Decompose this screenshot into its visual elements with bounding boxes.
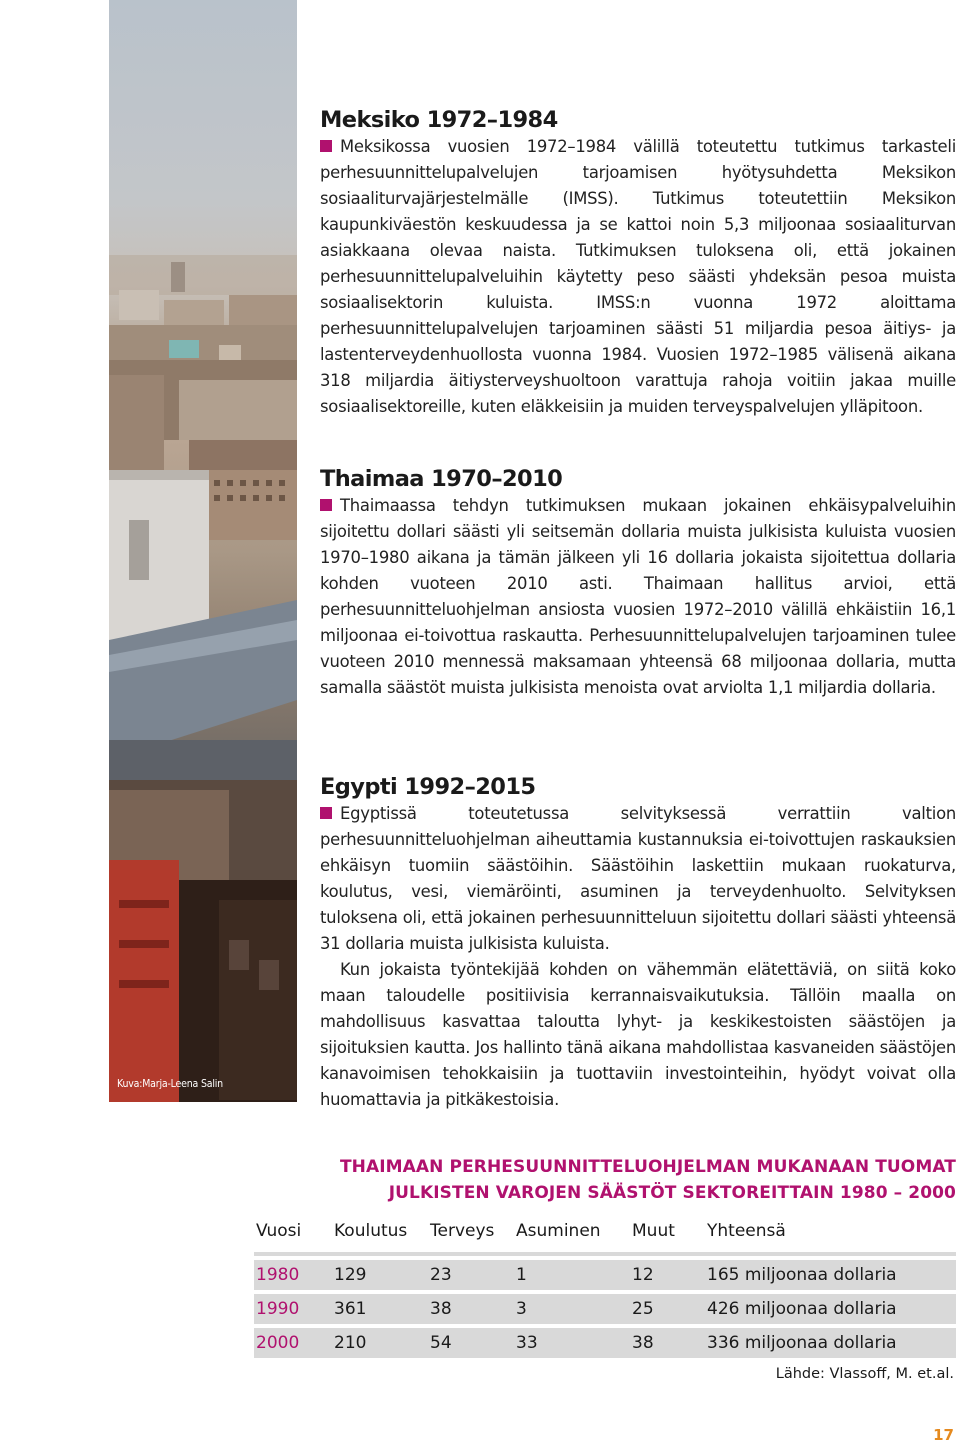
section-title-mexico: Meksiko 1972–1984 (320, 107, 558, 133)
cell-other: 25 (632, 1292, 707, 1326)
paragraph-egypt-2: Kun jokaista työntekijää kohden on vähemmän elätettäviä, on siitä koko maan taloudelle positiivisia kerrannaisvaikutuksia. Tällöin maalla on mahdollisuus kasvattaa taloutta lyhyt- ja keskikestoisten säästöjen ja sijoituksien kautta. Jos hallinto tänä aikana mahdollistaa kasvaneiden säästöjen kanavoimisen tehokkaisiin ja tuottaviin investointeihin, hyödyt voivat olla huomattavia ja pitkäkestoisia. (320, 960, 956, 1109)
cell-other: 12 (632, 1258, 707, 1292)
table-header-band (254, 1250, 956, 1258)
cell-education: 210 (334, 1326, 430, 1360)
table-source: Lähde: Vlassoff, M. et.al. (775, 1366, 954, 1382)
cell-total-unit: miljoonaa dollaria (744, 1299, 897, 1319)
bullet-square-icon (320, 140, 332, 152)
cell-other: 38 (632, 1326, 707, 1360)
paragraph-mexico-text: Meksikossa vuosien 1972–1984 välillä toteutettu tutkimus tarkasteli perhesuunnittelupalvelujen tarjoamisen hyötysuhdetta Meksikon sosiaaliturvajärjestelmälle (IMSS). Tutkimus toteutettiin Meksikon kaupunkiväestön keskuudessa ja se kattoi noin 5,3 miljoonaa sosiaaliturvan asiakkaana olevaa naista. Tutkimuksen tuloksena oli, että jokainen perhesuunnittelupalveluihin käytetty peso säästi yhdeksän pesoa muista sosiaalisektorin kuluista. IMSS:n vuonna 1972 aloittama perhesuunnittelupalvelujen tarjoaminen säästi 51 miljardia pesoa äitiys- ja lastenterveydenhuollosta vuonna 1984. Vuosien 1972–1985 välisenä aikana 318 miljardia äitiysterveyshuoltoon varattuja rahoja voitiin jakaa muille sosiaalisektoreille, kuten eläkkeisiin ja muiden terveyspalvelujen ylläpitoon. (320, 137, 956, 416)
header-health: Terveys (430, 1214, 516, 1250)
paragraph-mexico (320, 134, 956, 420)
cell-year: 1990 (254, 1292, 334, 1326)
section-title-egypt: Egypti 1992–2015 (320, 774, 536, 800)
cell-housing: 33 (516, 1326, 632, 1360)
table-title-line-2: JULKISTEN VAROJEN SÄÄSTÖT SEKTOREITTAIN 1980 – 2000 (388, 1183, 956, 1203)
cell-total (707, 1326, 956, 1360)
header-year: Vuosi (254, 1214, 334, 1250)
cell-health: 23 (430, 1258, 516, 1292)
bullet-square-icon (320, 807, 332, 819)
section-egypt (320, 773, 956, 1113)
table-row (254, 1292, 956, 1326)
city-rooftops-photo (109, 0, 297, 1102)
paragraph-egypt-1-text: Egyptissä toteutetussa selvityksessä verrattiin valtion perhesuunnitteluohjelman aiheuttamia kustannuksia ei-toivottujen raskauksien ehkäisyn tuomiin säästöihin. Säästöihin laskettiin mukaan ruokaturva, koulutus, vesi, viemäröinti, asuminen ja terveydenhuolto. Selvityksen tuloksena oli, että jokainen perhesuunnitteluun sijoitettu dollari säästi yhteensä 31 dollaria muista julkisista kuluista. (320, 804, 956, 953)
cell-year: 2000 (254, 1326, 334, 1360)
savings-table (254, 1214, 956, 1362)
section-title-thailand: Thaimaa 1970–2010 (320, 466, 563, 492)
table-title (340, 1154, 956, 1206)
paragraph-egypt-1 (320, 801, 956, 957)
cell-education: 361 (334, 1292, 430, 1326)
table-row (254, 1258, 956, 1292)
header-housing: Asuminen (516, 1214, 632, 1250)
cell-total-unit: miljoonaa dollaria (744, 1333, 897, 1353)
paragraph-thailand-text: Thaimaassa tehdyn tutkimuksen mukaan jokainen ehkäisypalveluihin sijoitettu dollari säästi yli seitsemän dollaria muista julkisista kuluista vuosien 1970–1980 aikana ja tämän jälkeen yli 16 dollaria jokaista sijoitettua dollaria kohden vuoteen 2010 asti. Thaimaan hallitus arvioi, että perhesuunnitteluohjelman ansiosta vuosien 1972–2010 välillä ehkäistiin 16,1 miljoonaa ei-toivottua raskautta. Perhesuunnittelupalvelujen tarjoaminen tulee vuoteen 2010 mennessä maksamaan yhteensä 68 miljoonaa dollaria, mutta samalla säästöt muista julkisista menoista ovat arviolta 1,1 miljardia dollaria. (320, 496, 956, 697)
page-number: 17 (933, 1426, 954, 1444)
cell-housing: 3 (516, 1292, 632, 1326)
photo-credit: Kuva:Marja-Leena Salin (117, 1078, 223, 1090)
section-thailand (320, 465, 956, 701)
table-header-row (254, 1214, 956, 1250)
cell-total-value: 165 (707, 1265, 740, 1285)
cell-health: 38 (430, 1292, 516, 1326)
table-row (254, 1326, 956, 1360)
section-mexico (320, 106, 956, 420)
header-education: Koulutus (334, 1214, 430, 1250)
header-other: Muut (632, 1214, 707, 1250)
cell-total (707, 1292, 956, 1326)
bullet-square-icon (320, 499, 332, 511)
cell-total-value: 426 (707, 1299, 740, 1319)
paragraph-thailand (320, 493, 956, 701)
cell-total-unit: miljoonaa dollaria (744, 1265, 897, 1285)
cell-total-value: 336 (707, 1333, 740, 1353)
cell-health: 54 (430, 1326, 516, 1360)
photo-illustration (109, 0, 297, 1102)
cell-housing: 1 (516, 1258, 632, 1292)
header-total: Yhteensä (707, 1214, 956, 1250)
cell-total (707, 1258, 956, 1292)
cell-education: 129 (334, 1258, 430, 1292)
cell-year: 1980 (254, 1258, 334, 1292)
table-title-line-1: THAIMAAN PERHESUUNNITTELUOHJELMAN MUKANAAN TUOMAT (339, 1157, 956, 1177)
